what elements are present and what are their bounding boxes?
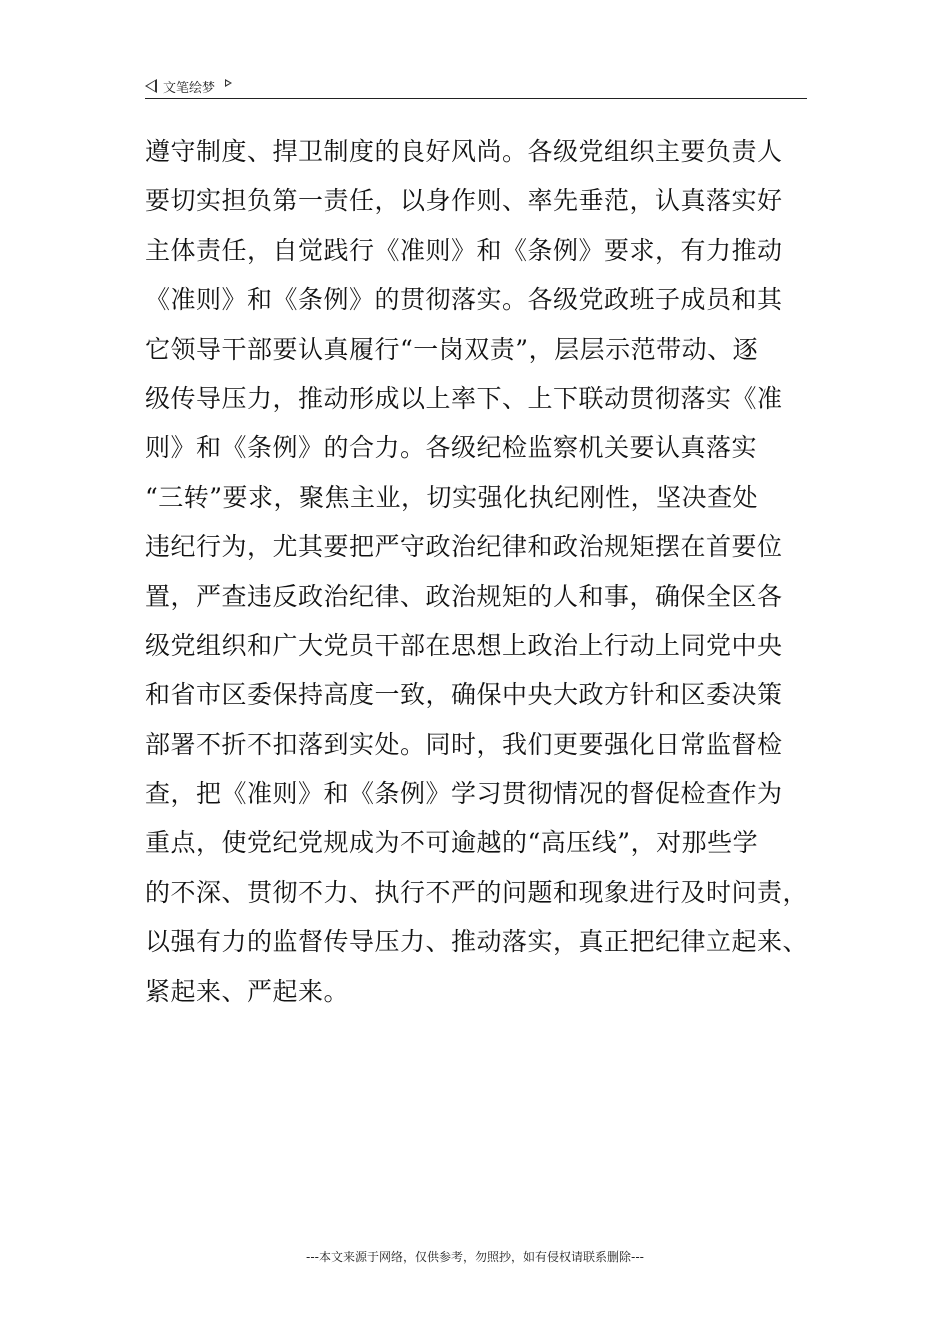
body-line: 的不深、贯彻不力、执行不严的问题和现象进行及时问责， [145, 877, 809, 907]
page-footer: ---本文来源于网络，仅供参考，勿照抄，如有侵权请联系删除--- [306, 1250, 644, 1264]
body-line: 重点，使党纪党规成为不可逾越的“高压线”，对那些学 [145, 828, 759, 858]
body-paragraph [145, 127, 810, 1016]
page-header [145, 74, 807, 99]
body-line: 级传导压力，推动形成以上率下、上下联动贯彻落实《准 [145, 383, 783, 413]
body-line: 部署不折不扣落到实处。同时，我们更要强化日常监督检 [145, 729, 783, 759]
body-line: 和省市区委保持高度一致，确保中央大政方针和区委决策 [145, 680, 783, 710]
body-line: 违纪行为，尤其要把严守政治纪律和政治规矩摆在首要位 [145, 532, 783, 562]
body-line: 遵守制度、捍卫制度的良好风尚。各级党组织主要负责人 [145, 137, 783, 166]
body-line: 《准则》和《条例》的贯彻落实。各级党政班子成员和其 [145, 285, 783, 315]
body-line: 它领导干部要认真履行“一岗双责”，层层示范带动、逐 [145, 334, 759, 364]
body-line: 要切实担负第一责任，以身作则、率先垂范，认真落实好 [145, 186, 783, 216]
body-line: “三转”要求，聚焦主业，切实强化执纪刚性，坚决查处 [145, 482, 759, 512]
body-line: 主体责任，自觉践行《准则》和《条例》要求，有力推动 [145, 235, 783, 265]
triangle-left-icon [145, 79, 157, 93]
triangle-right-icon [225, 79, 232, 87]
body-line: 查，把《准则》和《条例》学习贯彻情况的督促检查作为 [145, 779, 783, 809]
body-line: 置，严查违反政治纪律、政治规矩的人和事，确保全区各 [145, 581, 783, 611]
body-line: 以强有力的监督传导压力、推动落实，真正把纪律立起来、 [145, 927, 809, 957]
body-line: 紧起来、严起来。 [145, 976, 350, 1006]
body-line: 则》和《条例》的合力。各级纪检监察机关要认真落实 [145, 433, 758, 463]
body-line: 级党组织和广大党员干部在思想上政治上行动上同党中央 [145, 630, 783, 660]
header-title: 文笔绘梦 [163, 80, 216, 96]
